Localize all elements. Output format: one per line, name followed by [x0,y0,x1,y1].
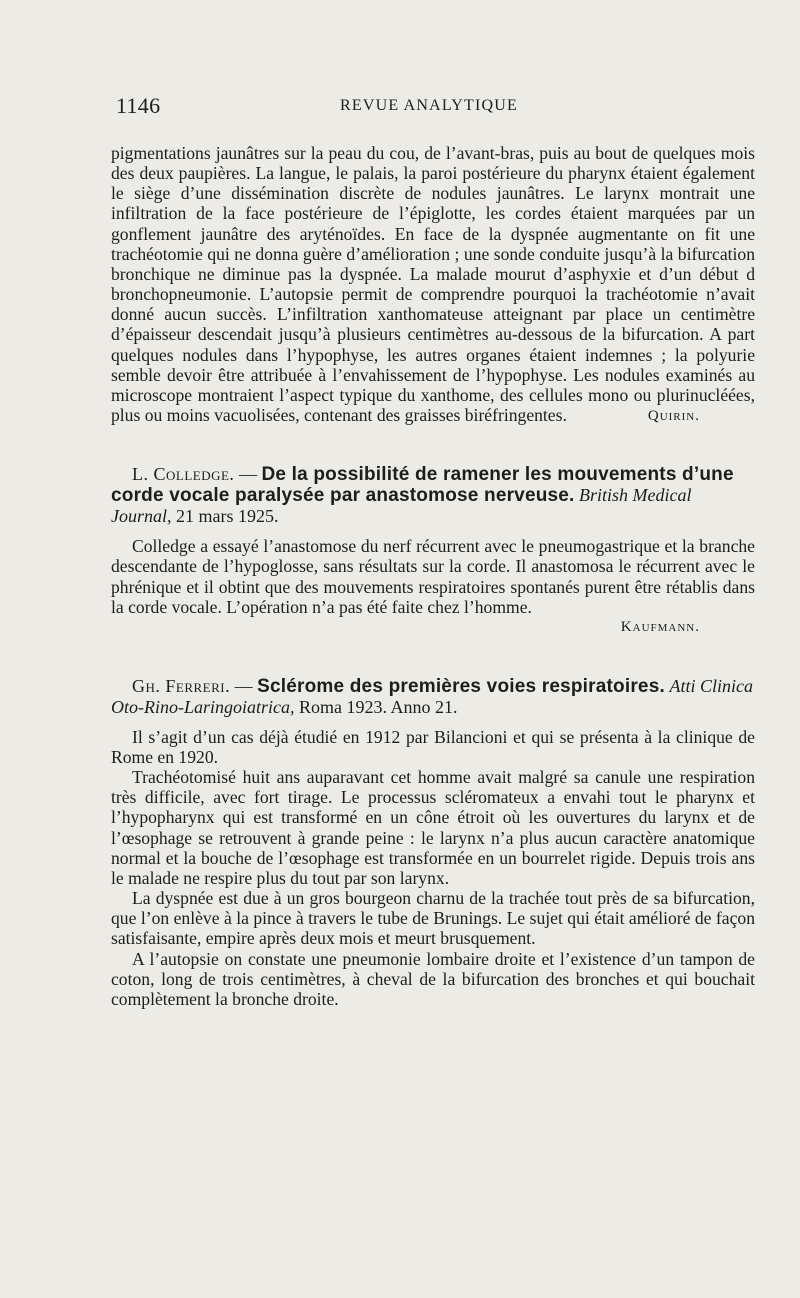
article-author: Gh. Ferreri. [132,675,231,696]
publication-date: Roma 1923. Anno 21. [294,696,458,717]
heading-dash: — [230,675,258,696]
journal-title: Atti Clinica Oto-Rino-Laringoiatrica, [111,675,753,717]
article-heading [111,464,755,527]
article-heading [111,676,755,718]
article-paragraph [111,143,755,425]
publication-date: 21 mars 1925. [171,506,279,527]
journal-text [111,143,755,1009]
article-paragraph: La dyspnée est due à un gros bourgeon charnu de la trachée tout près de sa bifurcation, que l’on enlève à la pince à travers le tube de Brunings. Le sujet qui était amélioré de façon satisfaisante, empire après deux mois et meurt brusquement. [111,888,755,949]
page-number: 1146 [116,93,161,118]
article-ferreri [111,676,755,1009]
article-paragraph: A l’autopsie on constate une pneumonie lombaire droite et l’existence d’un tampon de coton, long de trois centimètres, à cheval de la bifurcation des bronches et qui bouchait complètement la bronche droite. [111,948,755,1009]
heading-dash: — [234,464,262,485]
running-title: REVUE ANALYTIQUE [340,97,519,114]
article-colledge [111,464,755,637]
article-author: L. Colledge. [132,464,235,485]
article-text: pigmentations jaunâtres sur la peau du cou, de l’avant-bras, puis au bout de quelques mois des deux paupières. La langue, le palais, la paroi postérieure du pharynx étaient également le siège d’une dissémination discrète de nodules jaunâtres. Le larynx montrait une infiltration de la face postérieure de l’épiglotte, les cordes étaient marquées par un gonflement jaunâtre des aryténoïdes. En face de la dyspnée augmentante on fit une trachéotomie qui ne donna guère d’amélioration ; une sonde conduite jusqu’à la bifurcation bronchique ne diminue pas la dyspnée. La malade mourut d’asphyxie et d’un début d bronchopneumonie. L’autopsie permit de comprendre pourquoi la trachéotomie n’avait donné aucun succès. L’infiltration xanthomateuse atteignant par place un centimètre d’épaisseur descendait jusqu’à plusieurs centimètres au-dessous de la bifurcation. A part quelques nodules dans l’hypophyse, les autres organes étaient indemnes ; la polyurie semble devoir être attribuée à l’envahissement de l’hypophyse. Les nodules examinés au microscope montraient l’aspect typique du xanthome, des cellules mono ou plurinucléées, plus ou moins vacuolisées, contenant des graisses biréfringentes. [111,143,755,426]
article-paragraph: Colledge a essayé l’anastomose du nerf récurrent avec le pneumogastrique et la branche descendante de l’hypoglosse, sans résultats sur la corde. Il anastomosa le récurrent avec le phrénique et il obtint que des mouvements respiratoires spontanés purent être rétablis dans la corde vocale. L’opération n’a pas été faite chez l’homme. [111,536,755,617]
article-xanthome [111,143,755,425]
article-title: Sclérome des premières voies respiratoires. [257,675,665,697]
article-title: De la possibilité de ramener les mouvements d’une corde vocale paralysée par anastomose nerveuse. [111,464,734,507]
article-paragraph: Trachéotomisé huit ans auparavant cet homme avait malgré sa canule une respiration très difficile, avec fort tirage. Le processus scléromateux a envahi tout le pharynx et l’hypopharynx qui est transformé en un cône étroit où les ouvertures du larynx et de l’œsophage se retrouvent à grande peine : le larynx n’a plus aucun caractère anatomique normal et la bouche de l’œsophage est transformée en un bourrelet rigide. Depuis trois ans le malade ne respire plus du tout par son larynx. [111,767,755,888]
author-signature: Quirin. [647,408,700,425]
journal-title: British Medical Journal, [111,485,692,527]
author-signature: Kaufmann. [620,618,700,635]
page-header [116,93,740,123]
article-paragraph: Il s’agit d’un cas déjà étudié en 1912 par Bilancioni et qui se présenta à la clinique de Rome en 1920. [111,726,755,767]
